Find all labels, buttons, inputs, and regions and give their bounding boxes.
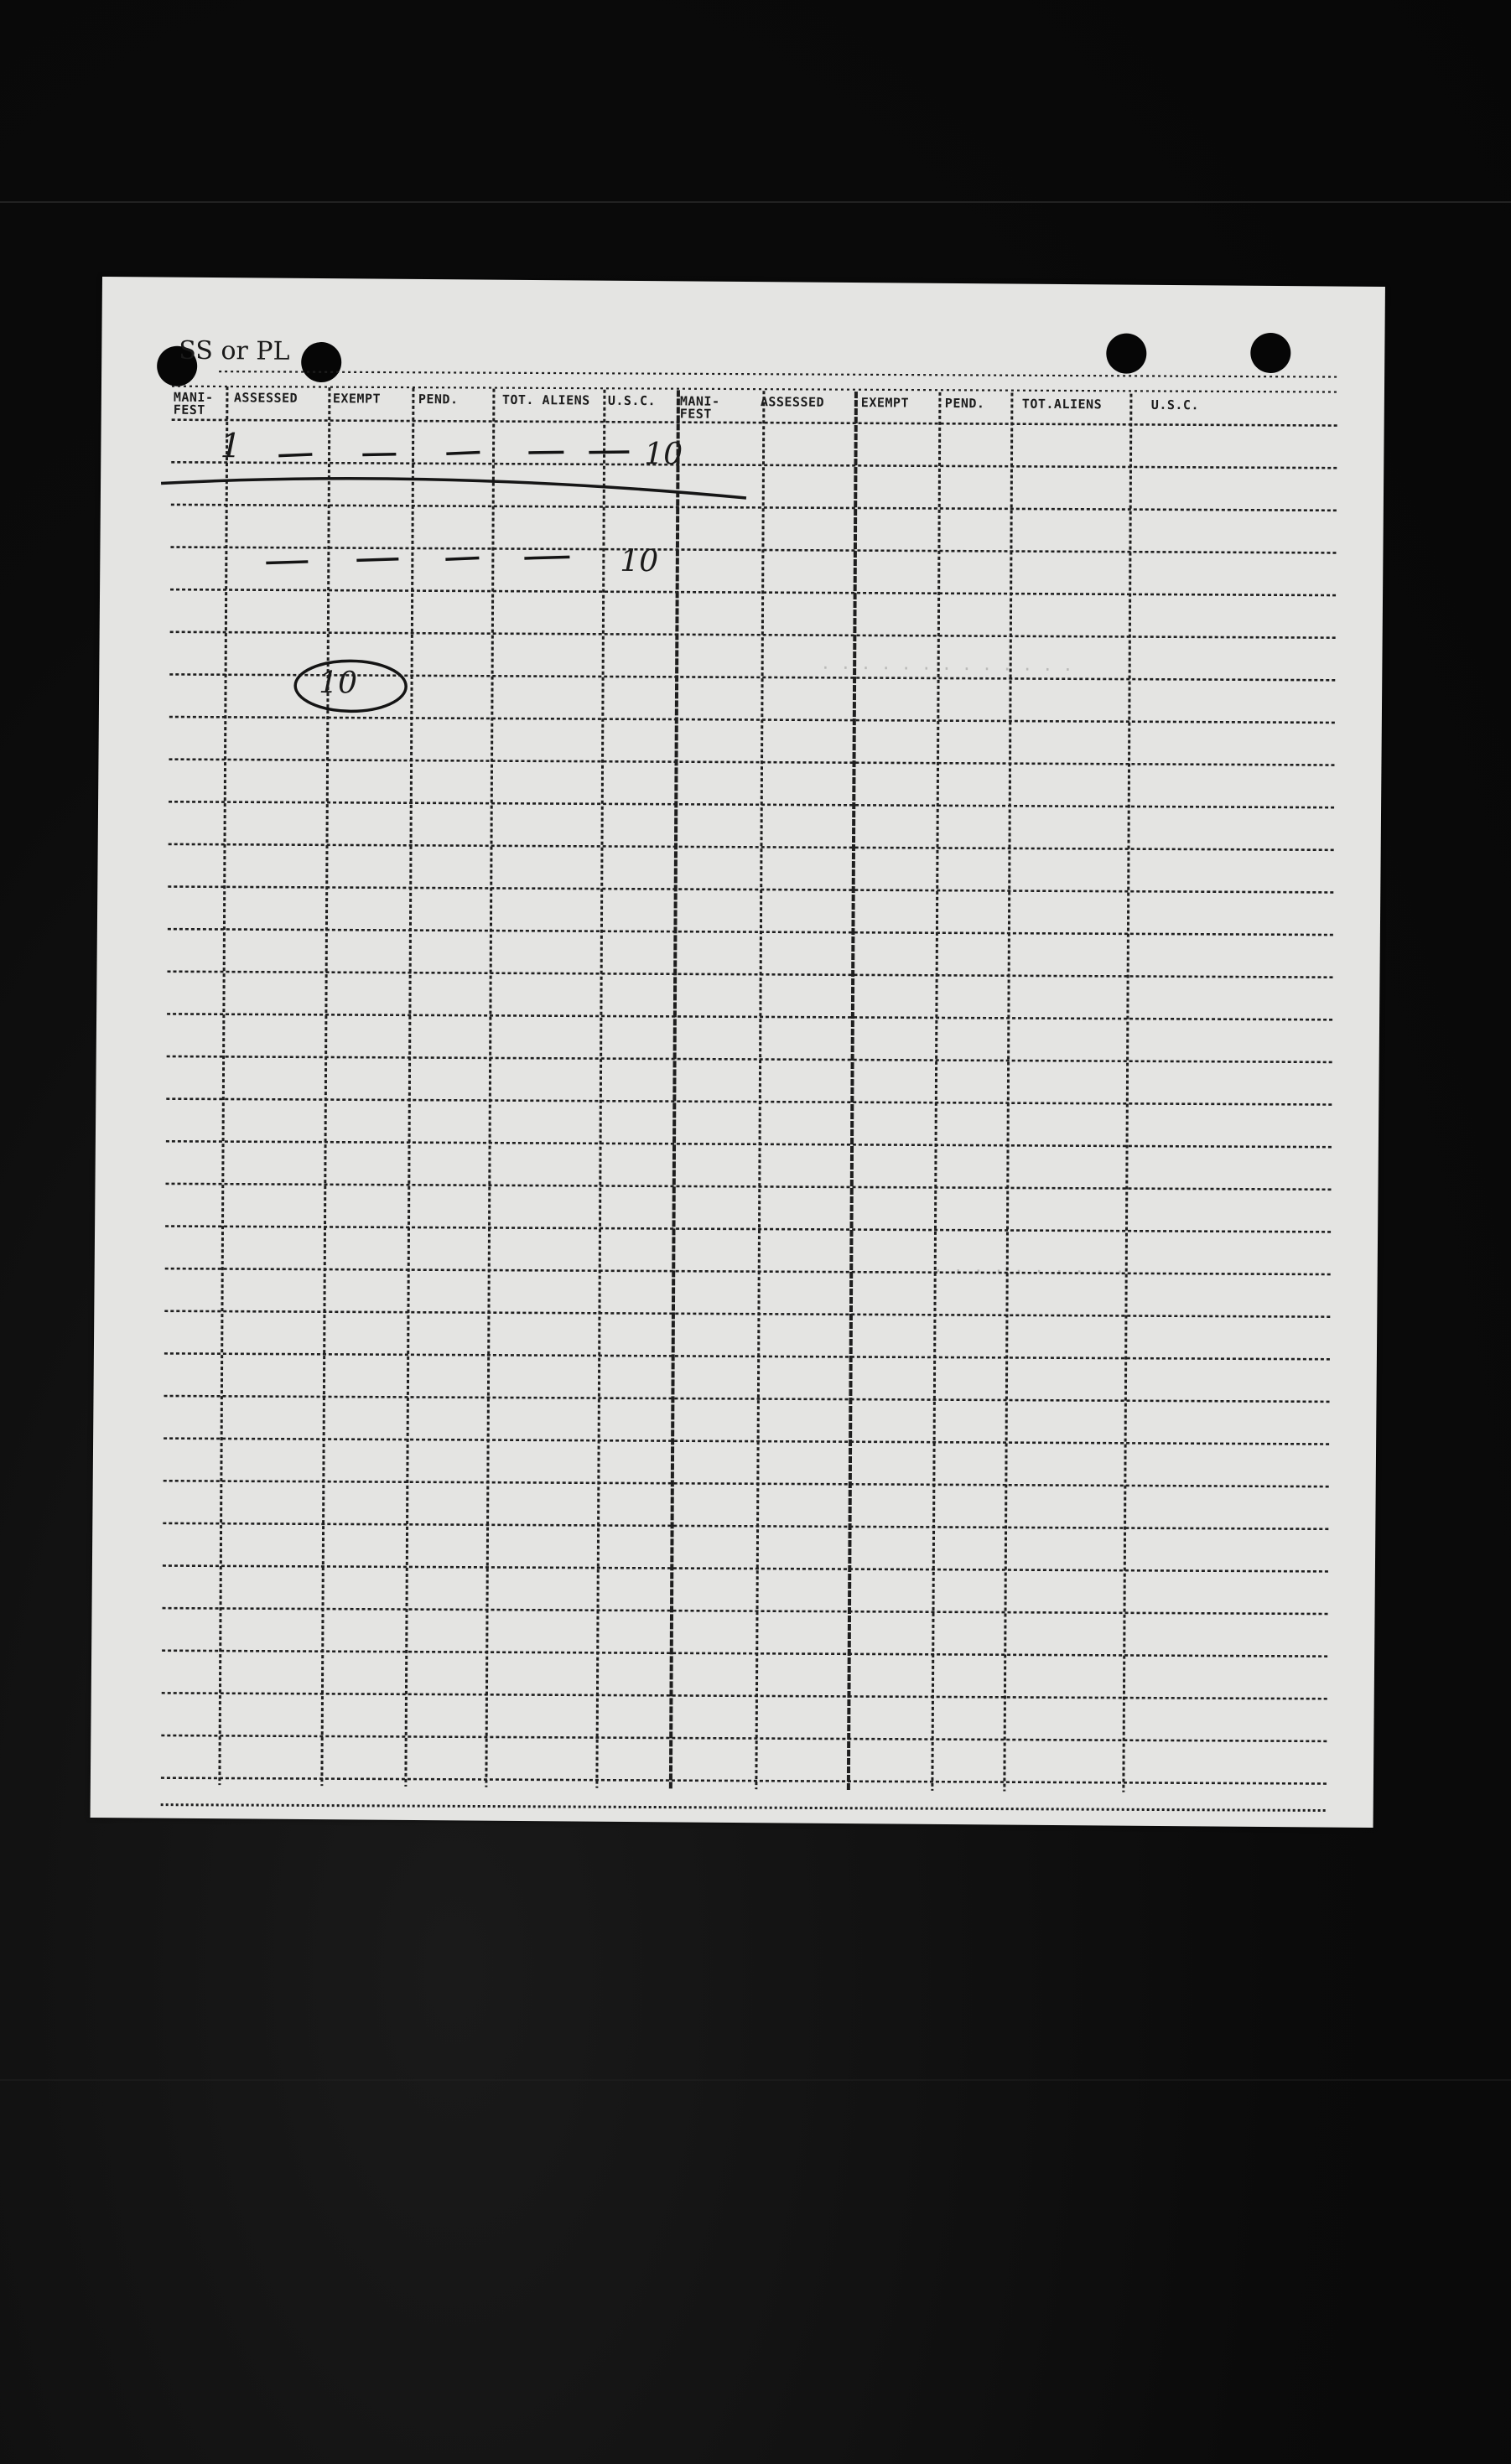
ship-label: SS or PL [179,335,290,366]
row-rule [163,1520,1328,1533]
column-header-manifest: MANI- FEST [173,389,214,418]
handwritten-dash [446,452,480,454]
handwritten-dash [445,558,479,559]
row-rule [164,1477,1329,1490]
row-rule [166,1096,1332,1108]
handwritten-dash [589,452,629,453]
row-rule [161,1775,1327,1787]
row-rule [163,1562,1328,1574]
row-rule [165,1223,1331,1236]
column-header-exempt: EXEMPT [860,395,910,411]
column-header-manifest: MANI- FEST [679,393,720,422]
column-header-tot-aliens: TOT. ALIENS [501,392,590,408]
row-rule [167,1053,1332,1066]
column-header-pend: PEND. [418,391,459,407]
handwritten-usc-count: 10 [644,437,683,472]
film-streak [0,201,1511,203]
column-rule [402,388,417,1787]
handwritten-dash [278,454,312,456]
column-header-assessed: ASSESSED [233,390,299,406]
column-rule [753,391,767,1789]
handwritten-manifest-count: 1 [220,427,242,466]
handwritten-dash [524,557,569,558]
row-rule [170,544,1336,557]
row-rule [164,1308,1330,1320]
column-rule [483,389,497,1787]
column-rule [929,392,943,1791]
column-rule [1120,394,1135,1792]
handwritten-dash [356,558,398,560]
bottom-rule [161,1802,1327,1814]
column-header-assessed: ASSESSED [760,394,825,410]
column-rule [594,390,608,1788]
row-rule [163,1605,1328,1617]
row-rule [170,586,1336,599]
column-rule [216,386,231,1785]
column-header-usc: U.S.C. [1150,397,1200,413]
row-rule [168,884,1333,896]
row-rule [169,756,1334,769]
row-rule [166,1180,1332,1193]
header-rule [172,383,1337,396]
row-rule [168,926,1333,938]
handwritten-usc-count: 10 [620,543,659,579]
row-rule [164,1435,1329,1448]
row-rule [171,459,1337,471]
row-rule [170,629,1336,641]
column-header-exempt: EXEMPT [332,391,382,407]
row-rule [171,501,1337,514]
row-rule [165,1265,1331,1278]
form-sheet [91,277,1385,1828]
row-rule [166,1138,1332,1150]
row-rule [169,841,1334,853]
row-rule [172,417,1337,429]
handwritten-strike-line [161,477,746,498]
row-rule [167,968,1332,981]
row-rule [164,1393,1330,1405]
column-rule [319,387,333,1786]
handwritten-circled-total: 10 [319,666,358,701]
handwritten-dash [528,452,563,453]
row-rule [169,798,1334,811]
bleed-through-text: . . . . . . . . . . . . . [820,652,1073,676]
header-rule [219,368,1337,380]
bleed-through-text: . . . . . . . . . . [932,1255,1125,1278]
row-rule [162,1689,1327,1702]
column-header-pend: PEND. [944,395,985,412]
row-rule [167,1010,1332,1023]
column-rule [667,390,682,1788]
column-header-usc: U.S.C. [607,392,657,409]
column-rule [845,392,859,1790]
column-rule [1001,393,1015,1792]
row-rule [164,1350,1330,1362]
column-header-tot-aliens: TOT.ALIENS [1021,396,1103,412]
row-rule [169,713,1335,726]
row-rule [161,1732,1327,1745]
film-streak [0,2079,1511,2081]
form-grid [91,277,1385,1828]
row-rule [162,1647,1327,1660]
handwritten-dash [266,562,308,563]
